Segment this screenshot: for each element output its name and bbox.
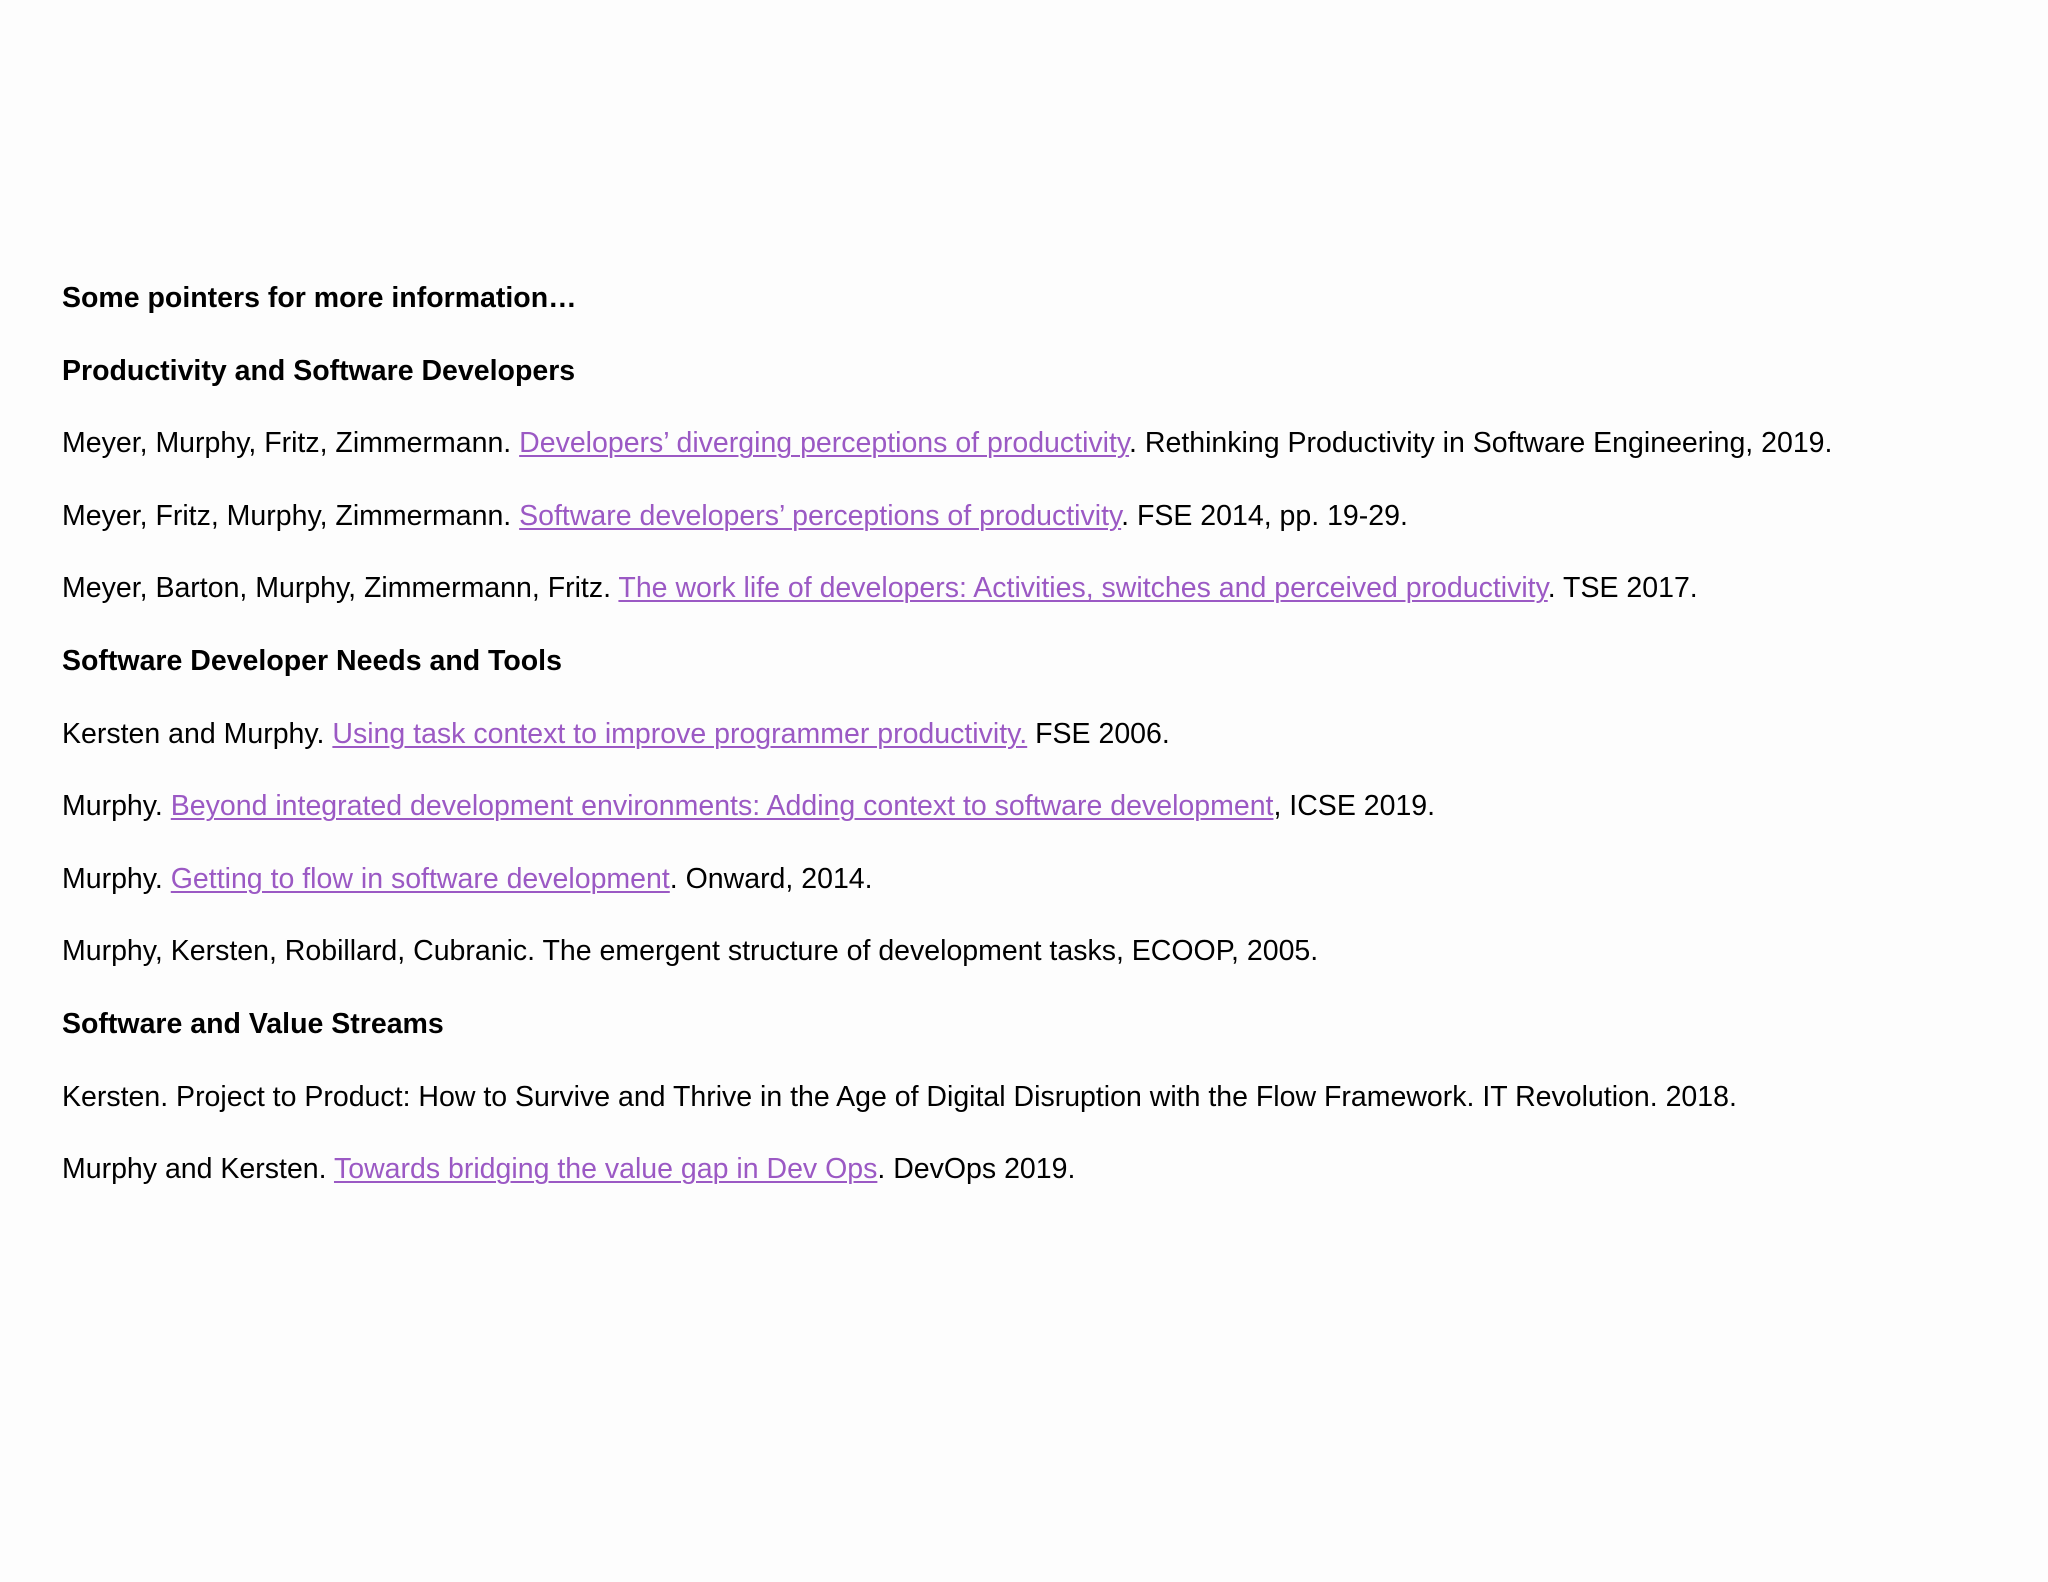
reference-link[interactable]: Developers’ diverging perceptions of productivity — [519, 427, 1130, 460]
reference-item — [62, 915, 2022, 988]
reference-item — [62, 770, 2022, 843]
reference-text: Kersten. Project to Product: How to Survive and Thrive in the Age of Digital Disruption with the Flow Framework. IT Revolution. 2018. — [62, 1080, 1737, 1113]
reference-link[interactable]: Towards bridging the value gap in Dev Ops — [333, 1153, 878, 1186]
reference-text: Murphy, Kersten, Robillard, Cubranic. The emergent structure of development tasks, ECOOP, 2005. — [62, 935, 1319, 968]
reference-item — [62, 407, 2022, 480]
section-title-needs-and-tools: Software Developer Needs and Tools — [62, 644, 562, 677]
reference-venue: FSE 2006. — [1027, 717, 1170, 750]
reference-list — [62, 262, 2022, 1206]
reference-authors: Murphy. — [62, 790, 171, 823]
reference-authors: Meyer, Barton, Murphy, Zimmermann, Fritz. — [62, 572, 619, 605]
section-title-value-streams: Software and Value Streams — [62, 1007, 444, 1040]
reference-item — [62, 480, 2022, 553]
reference-venue: . Rethinking Productivity in Software Engineering, 2019. — [1129, 427, 1833, 460]
reference-authors: Murphy. — [62, 862, 171, 895]
reference-venue: . TSE 2017. — [1547, 572, 1698, 605]
section-title-productivity: Productivity and Software Developers — [62, 354, 576, 387]
reference-link[interactable]: The work life of developers: Activities, switches and perceived productivity — [618, 572, 1548, 605]
reference-item — [62, 552, 2022, 625]
reference-venue: , ICSE 2019. — [1273, 790, 1436, 823]
reference-venue: . FSE 2014, pp. 19-29. — [1121, 499, 1408, 532]
reference-item — [62, 843, 2022, 916]
reference-venue: . DevOps 2019. — [877, 1153, 1076, 1186]
reference-link[interactable]: Getting to flow in software development — [170, 862, 670, 895]
reference-link[interactable]: Software developers’ perceptions of productivity — [519, 499, 1122, 532]
reference-item — [62, 1133, 2022, 1206]
reference-link[interactable]: Using task context to improve programmer productivity. — [332, 717, 1028, 750]
reference-item — [62, 698, 2022, 771]
reference-item — [62, 1061, 2022, 1134]
page-heading: Some pointers for more information… — [62, 282, 577, 314]
reference-authors: Meyer, Murphy, Fritz, Zimmermann. — [62, 427, 520, 460]
reference-authors: Murphy and Kersten. — [62, 1153, 334, 1186]
reference-authors: Kersten and Murphy. — [62, 717, 333, 750]
reference-authors: Meyer, Fritz, Murphy, Zimmermann. — [62, 499, 520, 532]
reference-venue: . Onward, 2014. — [669, 862, 873, 895]
reference-link[interactable]: Beyond integrated development environments: Adding context to software development — [170, 790, 1274, 823]
